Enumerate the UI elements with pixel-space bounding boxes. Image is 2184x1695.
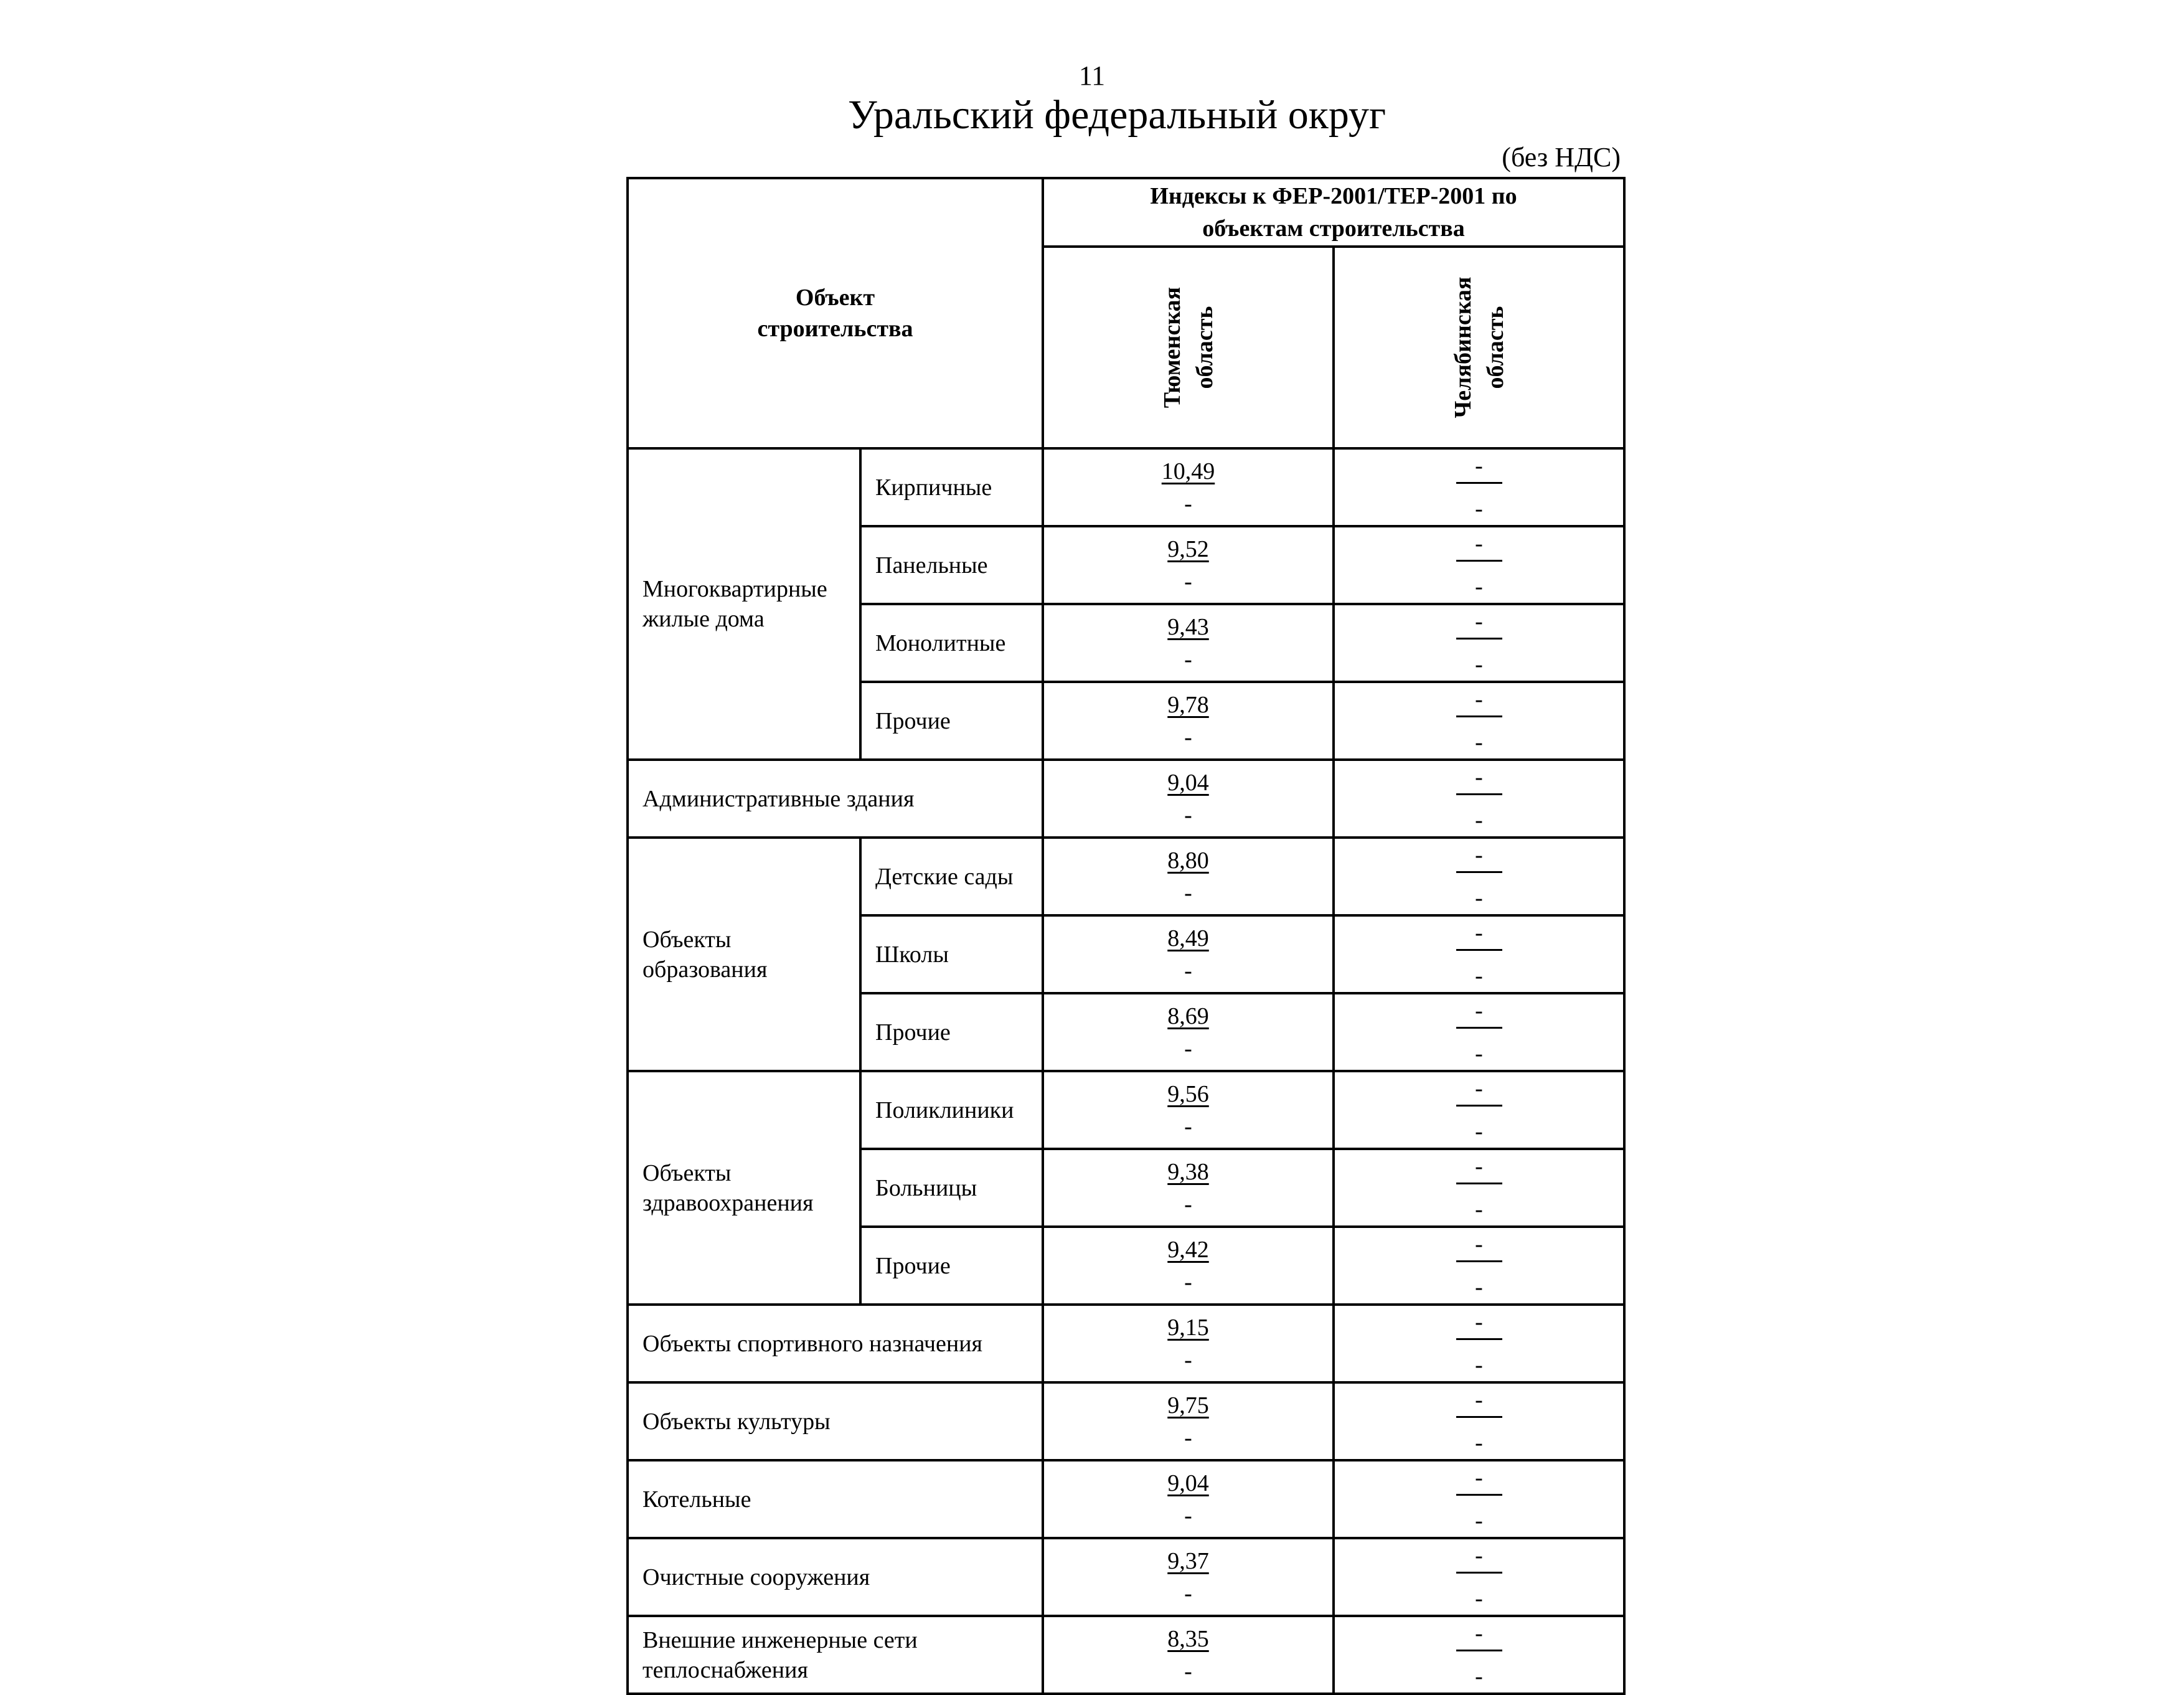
chelyabinsk-value: -: [1475, 1231, 1483, 1257]
region-chelyabinsk-line1: Челябинская: [1449, 276, 1476, 418]
chelyabinsk-value: -: [1475, 1153, 1483, 1179]
row-label: Прочие: [860, 682, 1043, 760]
row-category: Котельные: [628, 1460, 1043, 1538]
row-label: Школы: [860, 915, 1043, 993]
tyumen-sub-value: -: [1184, 646, 1192, 673]
tyumen-value-cell: [1043, 1382, 1334, 1460]
region-chelyabinsk-line2: область: [1482, 306, 1509, 389]
table-row: [628, 448, 1624, 526]
tyumen-sub-value: -: [1184, 1502, 1192, 1529]
chelyabinsk-value: -: [1475, 1309, 1483, 1335]
tyumen-value: 9,15: [1167, 1314, 1209, 1341]
row-label: Кирпичные: [860, 448, 1043, 526]
chelyabinsk-value-cell: [1334, 1460, 1624, 1538]
row-label: Поликлиники: [860, 1071, 1043, 1149]
row-label: Больницы: [860, 1149, 1043, 1227]
chelyabinsk-value: -: [1475, 686, 1483, 712]
chelyabinsk-sub-value: -: [1475, 1196, 1483, 1222]
chelyabinsk-value: -: [1475, 531, 1483, 557]
tyumen-sub-value: -: [1184, 801, 1192, 828]
chelyabinsk-value-cell: [1334, 838, 1624, 915]
row-label: Монолитные: [860, 604, 1043, 682]
table-row: [628, 1071, 1624, 1149]
tyumen-sub-value: -: [1184, 1580, 1192, 1607]
tyumen-value: 9,04: [1167, 769, 1209, 796]
tyumen-sub-value: -: [1184, 568, 1192, 595]
tyumen-value: 9,38: [1167, 1158, 1209, 1185]
tyumen-sub-value: -: [1184, 1424, 1192, 1451]
tyumen-value: 9,75: [1167, 1392, 1209, 1419]
chelyabinsk-value-cell: [1334, 604, 1624, 682]
group-health: Объекты здравоохранения: [628, 1071, 860, 1305]
header-object-line2: строительства: [757, 316, 913, 342]
chelyabinsk-value-cell: [1334, 760, 1624, 838]
chelyabinsk-sub-value: -: [1475, 1352, 1483, 1378]
chelyabinsk-value-cell: [1334, 1149, 1624, 1227]
tyumen-value-cell: [1043, 993, 1334, 1071]
tyumen-value: 8,69: [1167, 1003, 1209, 1029]
chelyabinsk-value-cell: [1334, 915, 1624, 993]
table-row: [628, 1382, 1624, 1460]
chelyabinsk-value-cell: [1334, 1305, 1624, 1382]
chelyabinsk-sub-value: -: [1475, 729, 1483, 755]
chelyabinsk-value: -: [1475, 764, 1483, 790]
row-category: Очистные сооружения: [628, 1538, 1043, 1616]
tyumen-sub-value: -: [1184, 1191, 1192, 1217]
chelyabinsk-sub-value: -: [1475, 1274, 1483, 1300]
header-object-line1: Объект: [795, 285, 875, 311]
tyumen-value-cell: [1043, 1071, 1334, 1149]
chelyabinsk-value: -: [1475, 842, 1483, 868]
chelyabinsk-value: -: [1475, 1620, 1483, 1646]
region-tyumen-line1: Тюменская: [1159, 286, 1185, 408]
chelyabinsk-value-cell: [1334, 1616, 1624, 1694]
group-apartments: Многоквартирные жилые дома: [628, 448, 860, 760]
tyumen-value: 9,78: [1167, 691, 1209, 718]
table-row: [628, 760, 1624, 838]
chelyabinsk-value-cell: [1334, 1071, 1624, 1149]
page-title: Уральский федеральный округ: [847, 92, 1386, 138]
row-category: Объекты культуры: [628, 1382, 1043, 1460]
row-category: Объекты спортивного назначения: [628, 1305, 1043, 1382]
tyumen-value: 8,49: [1167, 925, 1209, 951]
table-row: [628, 1538, 1624, 1616]
chelyabinsk-sub-value: -: [1475, 1663, 1483, 1689]
tyumen-value-cell: [1043, 682, 1334, 760]
tyumen-value: 9,56: [1167, 1080, 1209, 1107]
tyumen-value-cell: [1043, 526, 1334, 604]
chelyabinsk-value: -: [1475, 1465, 1483, 1491]
tyumen-value: 10,49: [1161, 458, 1215, 484]
tyumen-value-cell: [1043, 604, 1334, 682]
chelyabinsk-value: -: [1475, 453, 1483, 479]
tyumen-value: 9,37: [1167, 1547, 1209, 1574]
header-region-chelyabinsk: [1334, 247, 1624, 448]
chelyabinsk-sub-value: -: [1475, 574, 1483, 600]
header-indices-line1: Индексы к ФЕР-2001/ТЕР-2001 по: [1150, 182, 1517, 209]
tyumen-value-cell: [1043, 1227, 1334, 1305]
group-education: Объекты образования: [628, 838, 860, 1071]
tyumen-value: 9,52: [1167, 536, 1209, 562]
row-category: Внешние инженерные сети теплоснабжения: [628, 1616, 1043, 1694]
chelyabinsk-sub-value: -: [1475, 885, 1483, 911]
tyumen-sub-value: -: [1184, 1658, 1192, 1684]
tyumen-value: 8,80: [1167, 847, 1209, 874]
tyumen-sub-value: -: [1184, 1346, 1192, 1373]
region-tyumen-line2: область: [1191, 306, 1218, 389]
chelyabinsk-value-cell: [1334, 448, 1624, 526]
tyumen-sub-value: -: [1184, 490, 1192, 517]
chelyabinsk-sub-value: -: [1475, 963, 1483, 989]
tyumen-value: 9,42: [1167, 1236, 1209, 1263]
chelyabinsk-sub-value: -: [1475, 1118, 1483, 1145]
header-indices-line2: объектам строительства: [1202, 215, 1465, 242]
chelyabinsk-value: -: [1475, 1542, 1483, 1569]
chelyabinsk-value: -: [1475, 608, 1483, 635]
tyumen-value: 9,04: [1167, 1470, 1209, 1496]
tyumen-sub-value: -: [1184, 724, 1192, 750]
chelyabinsk-sub-value: -: [1475, 1585, 1483, 1612]
chelyabinsk-value-cell: [1334, 993, 1624, 1071]
header-object: [628, 178, 1043, 448]
tyumen-sub-value: -: [1184, 1268, 1192, 1295]
construction-index-table: [626, 177, 1626, 1695]
tyumen-sub-value: -: [1184, 957, 1192, 984]
tyumen-value: 9,43: [1167, 613, 1209, 640]
page-number: 11: [1078, 60, 1106, 91]
chelyabinsk-sub-value: -: [1475, 1041, 1483, 1067]
tyumen-sub-value: -: [1184, 1035, 1192, 1062]
chelyabinsk-sub-value: -: [1475, 651, 1483, 678]
tyumen-value-cell: [1043, 448, 1334, 526]
chelyabinsk-sub-value: -: [1475, 1508, 1483, 1534]
row-label: Детские сады: [860, 838, 1043, 915]
table-row: [628, 1305, 1624, 1382]
tyumen-value-cell: [1043, 838, 1334, 915]
tyumen-value-cell: [1043, 915, 1334, 993]
header-indices: [1043, 178, 1624, 247]
row-label: Прочие: [860, 1227, 1043, 1305]
row-label: Панельные: [860, 526, 1043, 604]
tyumen-sub-value: -: [1184, 879, 1192, 906]
tyumen-value-cell: [1043, 760, 1334, 838]
tyumen-value-cell: [1043, 1538, 1334, 1616]
chelyabinsk-value: -: [1475, 920, 1483, 946]
tyumen-value-cell: [1043, 1460, 1334, 1538]
chelyabinsk-value-cell: [1334, 682, 1624, 760]
chelyabinsk-sub-value: -: [1475, 496, 1483, 522]
chelyabinsk-value-cell: [1334, 1227, 1624, 1305]
chelyabinsk-sub-value: -: [1475, 1430, 1483, 1456]
tyumen-value: 8,35: [1167, 1625, 1209, 1652]
chelyabinsk-sub-value: -: [1475, 807, 1483, 833]
table-header-row: [628, 178, 1624, 247]
table-row: [628, 1616, 1624, 1694]
chelyabinsk-value: -: [1475, 1075, 1483, 1102]
chelyabinsk-value-cell: [1334, 1538, 1624, 1616]
tyumen-sub-value: -: [1184, 1113, 1192, 1140]
chelyabinsk-value: -: [1475, 1387, 1483, 1413]
table-row: [628, 838, 1624, 915]
tyumen-value-cell: [1043, 1305, 1334, 1382]
row-label: Прочие: [860, 993, 1043, 1071]
row-category: Административные здания: [628, 760, 1043, 838]
vat-note: (без НДС): [1502, 142, 1621, 172]
header-region-tyumen: [1043, 247, 1334, 448]
chelyabinsk-value: -: [1475, 998, 1483, 1024]
chelyabinsk-value-cell: [1334, 1382, 1624, 1460]
chelyabinsk-value-cell: [1334, 526, 1624, 604]
tyumen-value-cell: [1043, 1616, 1334, 1694]
table-row: [628, 1460, 1624, 1538]
tyumen-value-cell: [1043, 1149, 1334, 1227]
